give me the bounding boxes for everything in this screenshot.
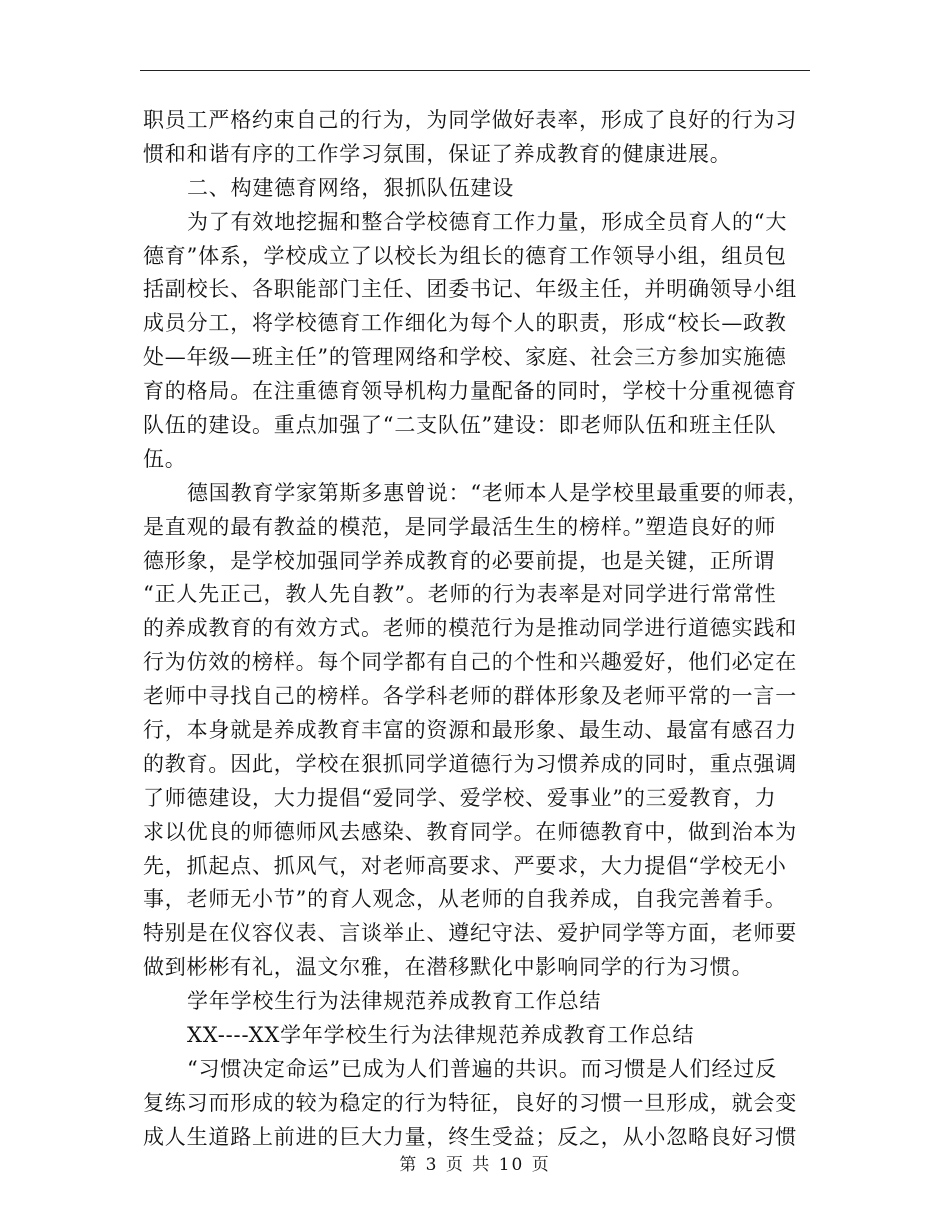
text-line: 行为仿效的榜样。每个同学都有自己的个性和兴趣爱好，他们必定在 bbox=[143, 650, 797, 675]
text-line: 行，本身就是养成教育丰富的资源和最形象、最生动、最富有感召力 bbox=[143, 718, 797, 743]
text-line: 伍。 bbox=[143, 446, 187, 471]
text-line: 职员工严格约束自己的行为，为同学做好表率，形成了良好的行为习 bbox=[143, 108, 797, 132]
doc-title: 学年学校生行为法律规范养成教育工作总结 bbox=[187, 989, 602, 1014]
text-line: 的养成教育的有效方式。老师的模范行为是推动同学进行道德实践和 bbox=[143, 616, 797, 641]
text-line: 先，抓起点、抓风气，对老师高要求、严要求，大力提倡“学校无小 bbox=[143, 853, 787, 878]
text-line: 德形象，是学校加强同学养成教育的必要前提，也是关键，正所谓 bbox=[143, 548, 776, 573]
text-line: 特别是在仪容仪表、言谈举止、遵纪守法、爱护同学等方面，老师要 bbox=[143, 921, 797, 946]
text-line: 育的格局。在注重德育领导机构力量配备的同时，学校十分重视德育 bbox=[143, 379, 797, 404]
doc-subtitle: XX----XX学年学校生行为法律规范养成教育工作总结 bbox=[187, 1023, 695, 1048]
text-line: 事，老师无小节”的育人观念，从老师的自我养成，自我完善着手。 bbox=[143, 887, 787, 912]
page-number-footer: 第 3 页 共 10 页 bbox=[399, 1155, 551, 1175]
text-line: 括副校长、各职能部门主任、团委书记、年级主任，并明确领导小组 bbox=[143, 277, 797, 302]
section-heading: 二、构建德育网络，狠抓队伍建设 bbox=[187, 175, 514, 200]
text-line: 老师中寻找自己的榜样。各学科老师的群体形象及老师平常的一言一 bbox=[143, 684, 797, 709]
document-body bbox=[143, 104, 807, 1155]
text-line: 处—年级—班主任”的管理网络和学校、家庭、社会三方参加实施德 bbox=[143, 345, 787, 370]
text-line: “习惯决定命运”已成为人们普遍的共识。而习惯是人们经过反 bbox=[187, 1056, 777, 1081]
text-line: 成人生道路上前进的巨大力量，终生受益；反之，从小忽略良好习惯 bbox=[143, 1124, 797, 1149]
text-line: 德育”体系，学校成立了以校长为组长的德育工作领导小组，组员包 bbox=[143, 243, 787, 268]
text-line: 成员分工，将学校德育工作细化为每个人的职责，形成“校长—政教 bbox=[143, 311, 787, 336]
text-line: 德国教育学家第斯多惠曾说：“老师本人是学校里最重要的师表， bbox=[187, 480, 809, 505]
text-line: 求以优良的师德师风去感染、教育同学。在师德教育中，做到治本为 bbox=[143, 819, 797, 844]
text-line: 为了有效地挖掘和整合学校德育工作力量，形成全员育人的“大 bbox=[187, 209, 788, 234]
text-line: 的教育。因此，学校在狠抓同学道德行为习惯养成的同时，重点强调 bbox=[143, 751, 797, 776]
text-line: 做到彬彬有礼，温文尔雅，在潜移默化中影响同学的行为习惯。 bbox=[143, 955, 754, 980]
text-line: 复练习而形成的较为稳定的行为特征，良好的习惯一旦形成，就会变 bbox=[143, 1090, 797, 1115]
text-line: 是直观的最有教益的模范，是同学最活生生的榜样。”塑造良好的师 bbox=[143, 514, 777, 539]
header-rule bbox=[140, 70, 810, 71]
text-line: 队伍的建设。重点加强了“二支队伍”建设：即老师队伍和班主任队 bbox=[143, 413, 777, 438]
text-line: 惯和和谐有序的工作学习氛围，保证了养成教育的健康进展。 bbox=[143, 141, 732, 166]
text-line: 了师德建设，大力提倡“爱同学、爱学校、爱事业”的三爱教育，力 bbox=[143, 785, 777, 810]
text-line: “正人先正己，教人先自教”。老师的行为表率是对同学进行常常性 bbox=[143, 582, 777, 607]
